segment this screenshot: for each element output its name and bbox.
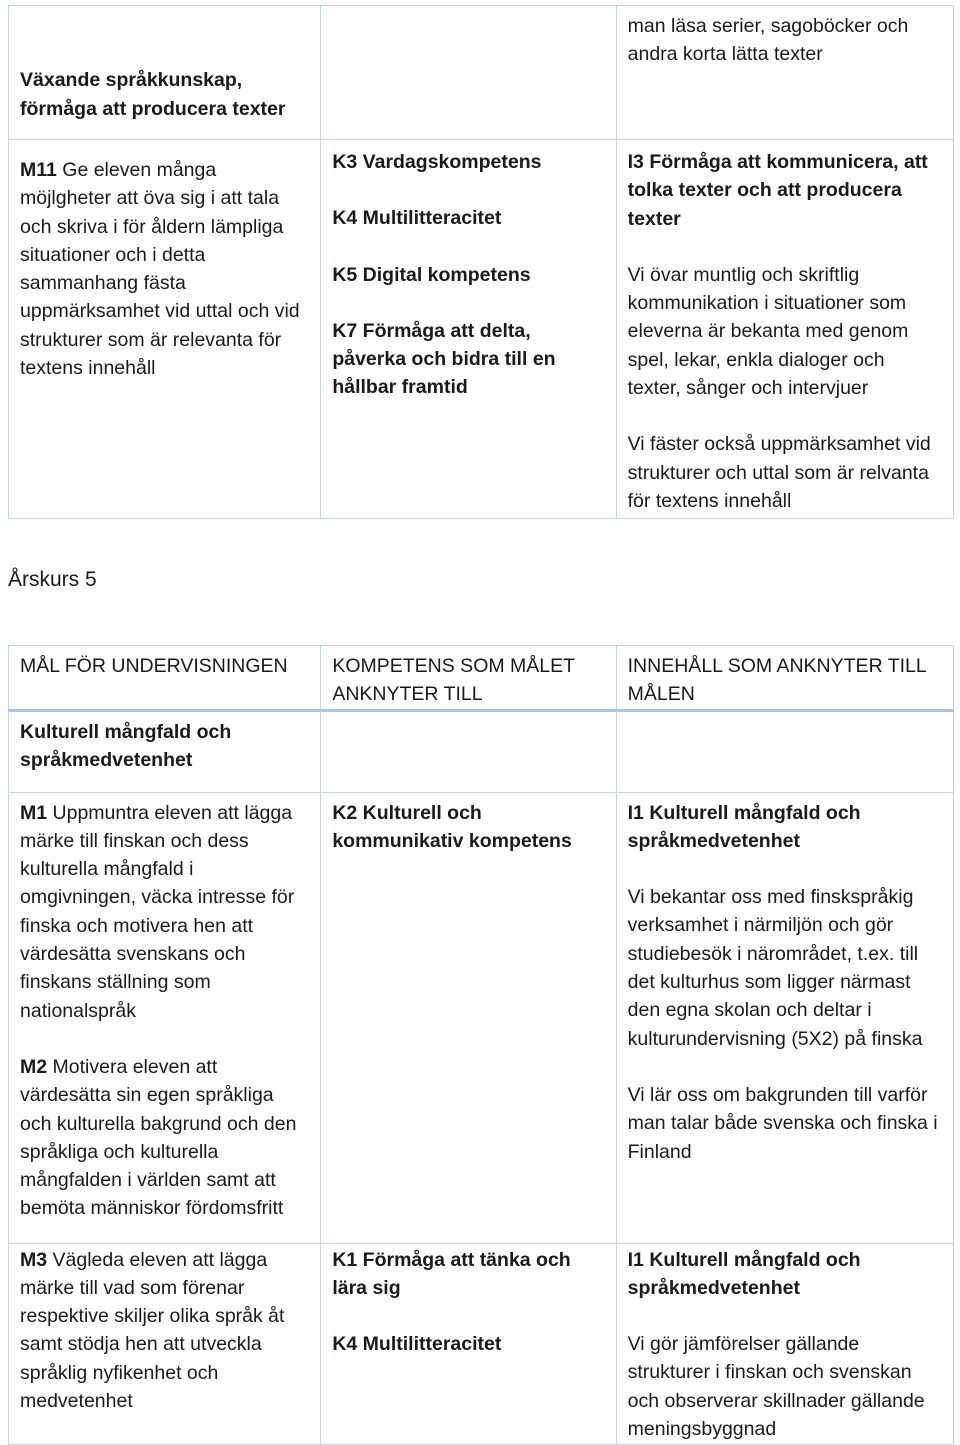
competence-item: K2 Kulturell och kommunikativ kompetens [332, 801, 572, 852]
competence-item: K3 Vardagskompetens [332, 151, 542, 173]
content-text: Vi övar muntlig och skriftlig kommunikation i situationer som eleverna är bekanta med genom spel, lekar, enkla dialoger och texter, sånger och intervjuer [627, 263, 909, 400]
content-cell [616, 1243, 953, 1444]
section-title: Växande språkkunskap, förmåga att producera texter [20, 69, 286, 120]
competence-item: K5 Digital kompetens [332, 263, 531, 286]
competence-cell [321, 792, 616, 1243]
competence-item: K1 Förmåga att tänka och lära sig [332, 1248, 571, 1299]
table-row [9, 6, 954, 140]
competence-item: K7 Förmåga att delta, påverka och bidra till en hållbar framtid [332, 319, 556, 399]
content-text: Vi fäster också uppmärksamhet vid strukturer och uttal som är relvanta för textens innehåll [627, 433, 931, 512]
table-header-row [9, 646, 954, 711]
curriculum-table-top [8, 5, 954, 519]
content-text: Vi bekantar oss med finskspråkig verksamhet i närmiljön och gör studiebesök i närområdet, t.ex. till det kulturhus som ligger närmast den egna skolan och deltar i kulturundervisning (5X2) på finska [627, 886, 923, 1050]
goal-code: M2 [20, 1055, 48, 1078]
goal-cell [9, 1243, 321, 1444]
competence-cell [321, 140, 616, 519]
competence-item: K4 Multilitteracitet [332, 207, 502, 230]
goal-code: M11 [20, 159, 57, 181]
goal-cell [9, 140, 321, 519]
goal-text: Vägleda eleven att lägga märke till vad som förenar respektive skiljer olika språk åt samt stödja hen att utveckla språklig nyfikenhet och medvetenhet [20, 1248, 285, 1413]
table-row [9, 792, 954, 1243]
content-cell [616, 140, 953, 519]
content-title: I1 Kulturell mångfald och språkmedvetenhet [627, 1248, 861, 1299]
section-cell [9, 710, 321, 792]
content-text: man läsa serier, sagoböcker och andra korta lätta texter [627, 15, 909, 66]
content-cell [616, 6, 953, 140]
goal-code: M1 [20, 801, 48, 824]
competence-cell [321, 6, 616, 140]
table-row [9, 710, 954, 792]
competence-item: K4 Multilitteracitet [332, 1333, 502, 1356]
empty-cell [616, 710, 953, 792]
goal-text: Uppmuntra eleven att lägga märke till finskan och dess kulturella mångfald i omgivningen, väcka intresse för finska och motivera hen att värdesätta svenskans och finskans ställning som nationalspråk [20, 801, 295, 1022]
empty-cell [321, 710, 616, 792]
content-text: Vi gör jämförelser gällande strukturer i finskan och svenskan och observerar skillnader gällande meningsbyggnad [627, 1333, 925, 1441]
content-title: I1 Kulturell mångfald och språkmedvetenhet [627, 801, 861, 852]
goal-cell [9, 792, 321, 1243]
goal-text: Motivera eleven att värdesätta sin egen språkliga och kulturella bakgrund och den språkliga och kulturella mångfalden i världen samt att bemöta människor fördomsfritt [20, 1055, 297, 1220]
grade-heading: Årskurs 5 [8, 568, 97, 591]
table-row [9, 1243, 954, 1444]
table-row [9, 140, 954, 519]
goal-cell [9, 6, 321, 140]
column-header: INNEHÅLL SOM ANKNYTER TILL MÅLEN [616, 646, 953, 711]
content-cell [616, 792, 953, 1243]
goal-code: M3 [20, 1248, 48, 1271]
column-header: KOMPETENS SOM MÅLET ANKNYTER TILL [321, 646, 616, 711]
content-text: Vi lär oss om bakgrunden till varför man talar både svenska och finska i Finland [627, 1083, 938, 1163]
competence-cell [321, 1243, 616, 1444]
curriculum-table-bottom [8, 645, 954, 1445]
goal-text: Ge eleven många möjlgheter att öva sig i att tala och skriva i för åldern lämpliga situationer och i detta sammanhang fästa uppmärksamhet vid uttal och vid strukturer som är relevanta för textens innehåll [20, 159, 300, 380]
section-title: Kulturell mångfald och språkmedvetenhet [20, 720, 232, 771]
content-title: I3 Förmåga att kommunicera, att tolka texter och att producera texter [627, 151, 928, 230]
column-header: MÅL FÖR UNDERVISNINGEN [9, 646, 321, 711]
